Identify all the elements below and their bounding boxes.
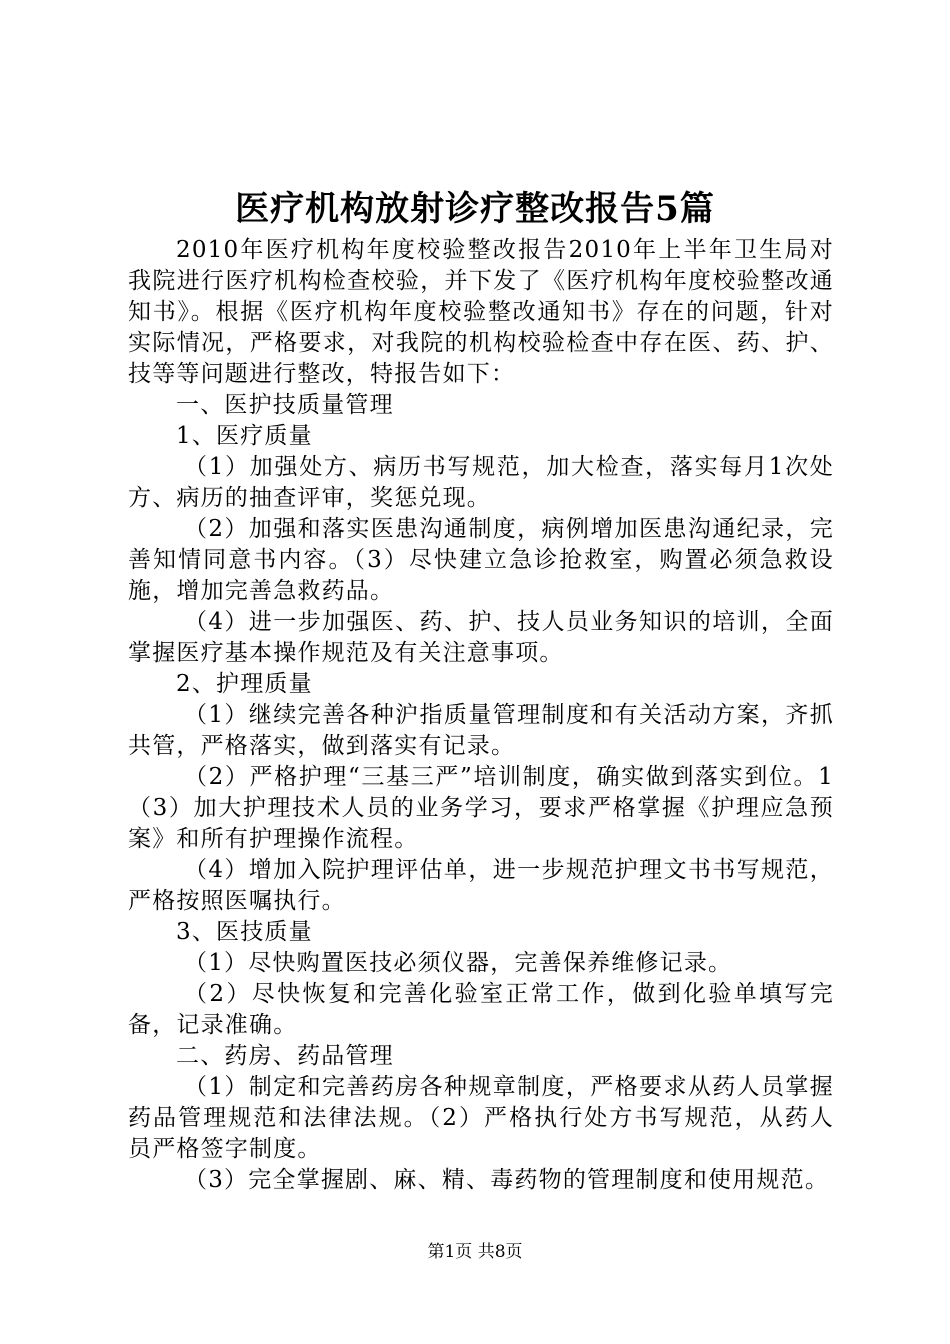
section-heading-quality-management: 一、医护技质量管理 [176,392,394,418]
paragraph-intro: 2010年医疗机构年度校验整改报告2010年上半年卫生局对我院进行医疗机构检查校验，并下发了《医疗机构年度校验整改通知书》。根据《医疗机构年度校验整改通知书》存在的问题，针对实际情况，严格要求，对我院的机构校验检查中存在医、药、护、技等等问题进行整改，特报告如下： [128,237,834,387]
page-number-footer: 第1页 共8页 [427,1242,523,1262]
list-item: （4）增加入院护理评估单，进一步规范护理文书书写规范，严格按照医嘱执行。 [128,857,834,914]
list-item: （2）尽快恢复和完善化验室正常工作，做到化验单填写完备，记录准确。 [128,981,834,1038]
list-item: （1）制定和完善药房各种规章制度，严格要求从药人员掌握药品管理规范和法律法规。（2）严格执行处方书写规范，从药人员严格签字制度。 [128,1074,834,1162]
list-item: （1）加强处方、病历书写规范，加大检查，落实每月1次处方、病历的抽查评审，奖惩兑现。 [128,454,834,511]
list-item: （2）严格护理“三基三严”培训制度，确实做到落实到位。1（3）加大护理技术人员的业务学习，要求严格掌握《护理应急预案》和所有护理操作流程。 [128,764,834,852]
list-item: （2）加强和落实医患沟通制度，病例增加医患沟通纪录，完善知情同意书内容。（3）尽快建立急诊抢救室，购置必须急救设施，增加完善急救药品。 [128,516,834,604]
list-item: （3）完全掌握剧、麻、精、毒药物的管理制度和使用规范。 [184,1167,830,1193]
list-item: （1）尽快购置医技必须仪器，完善保养维修记录。 [184,950,733,976]
subsection-heading-medtech-quality: 3、医技质量 [176,919,313,945]
document-body [128,235,834,1196]
section-heading-pharmacy-management: 二、药房、药品管理 [176,1043,394,1069]
subsection-heading-medical-quality: 1、医疗质量 [176,423,313,449]
document-title: 医疗机构放射诊疗整改报告5篇 [235,189,715,229]
list-item: （4）进一步加强医、药、护、技人员业务知识的培训，全面掌握医疗基本操作规范及有关注意事项。 [128,609,834,666]
subsection-heading-nursing-quality: 2、护理质量 [176,671,313,697]
list-item: （1）继续完善各种沪指质量管理制度和有关活动方案，齐抓共管，严格落实，做到落实有记录。 [128,702,834,759]
